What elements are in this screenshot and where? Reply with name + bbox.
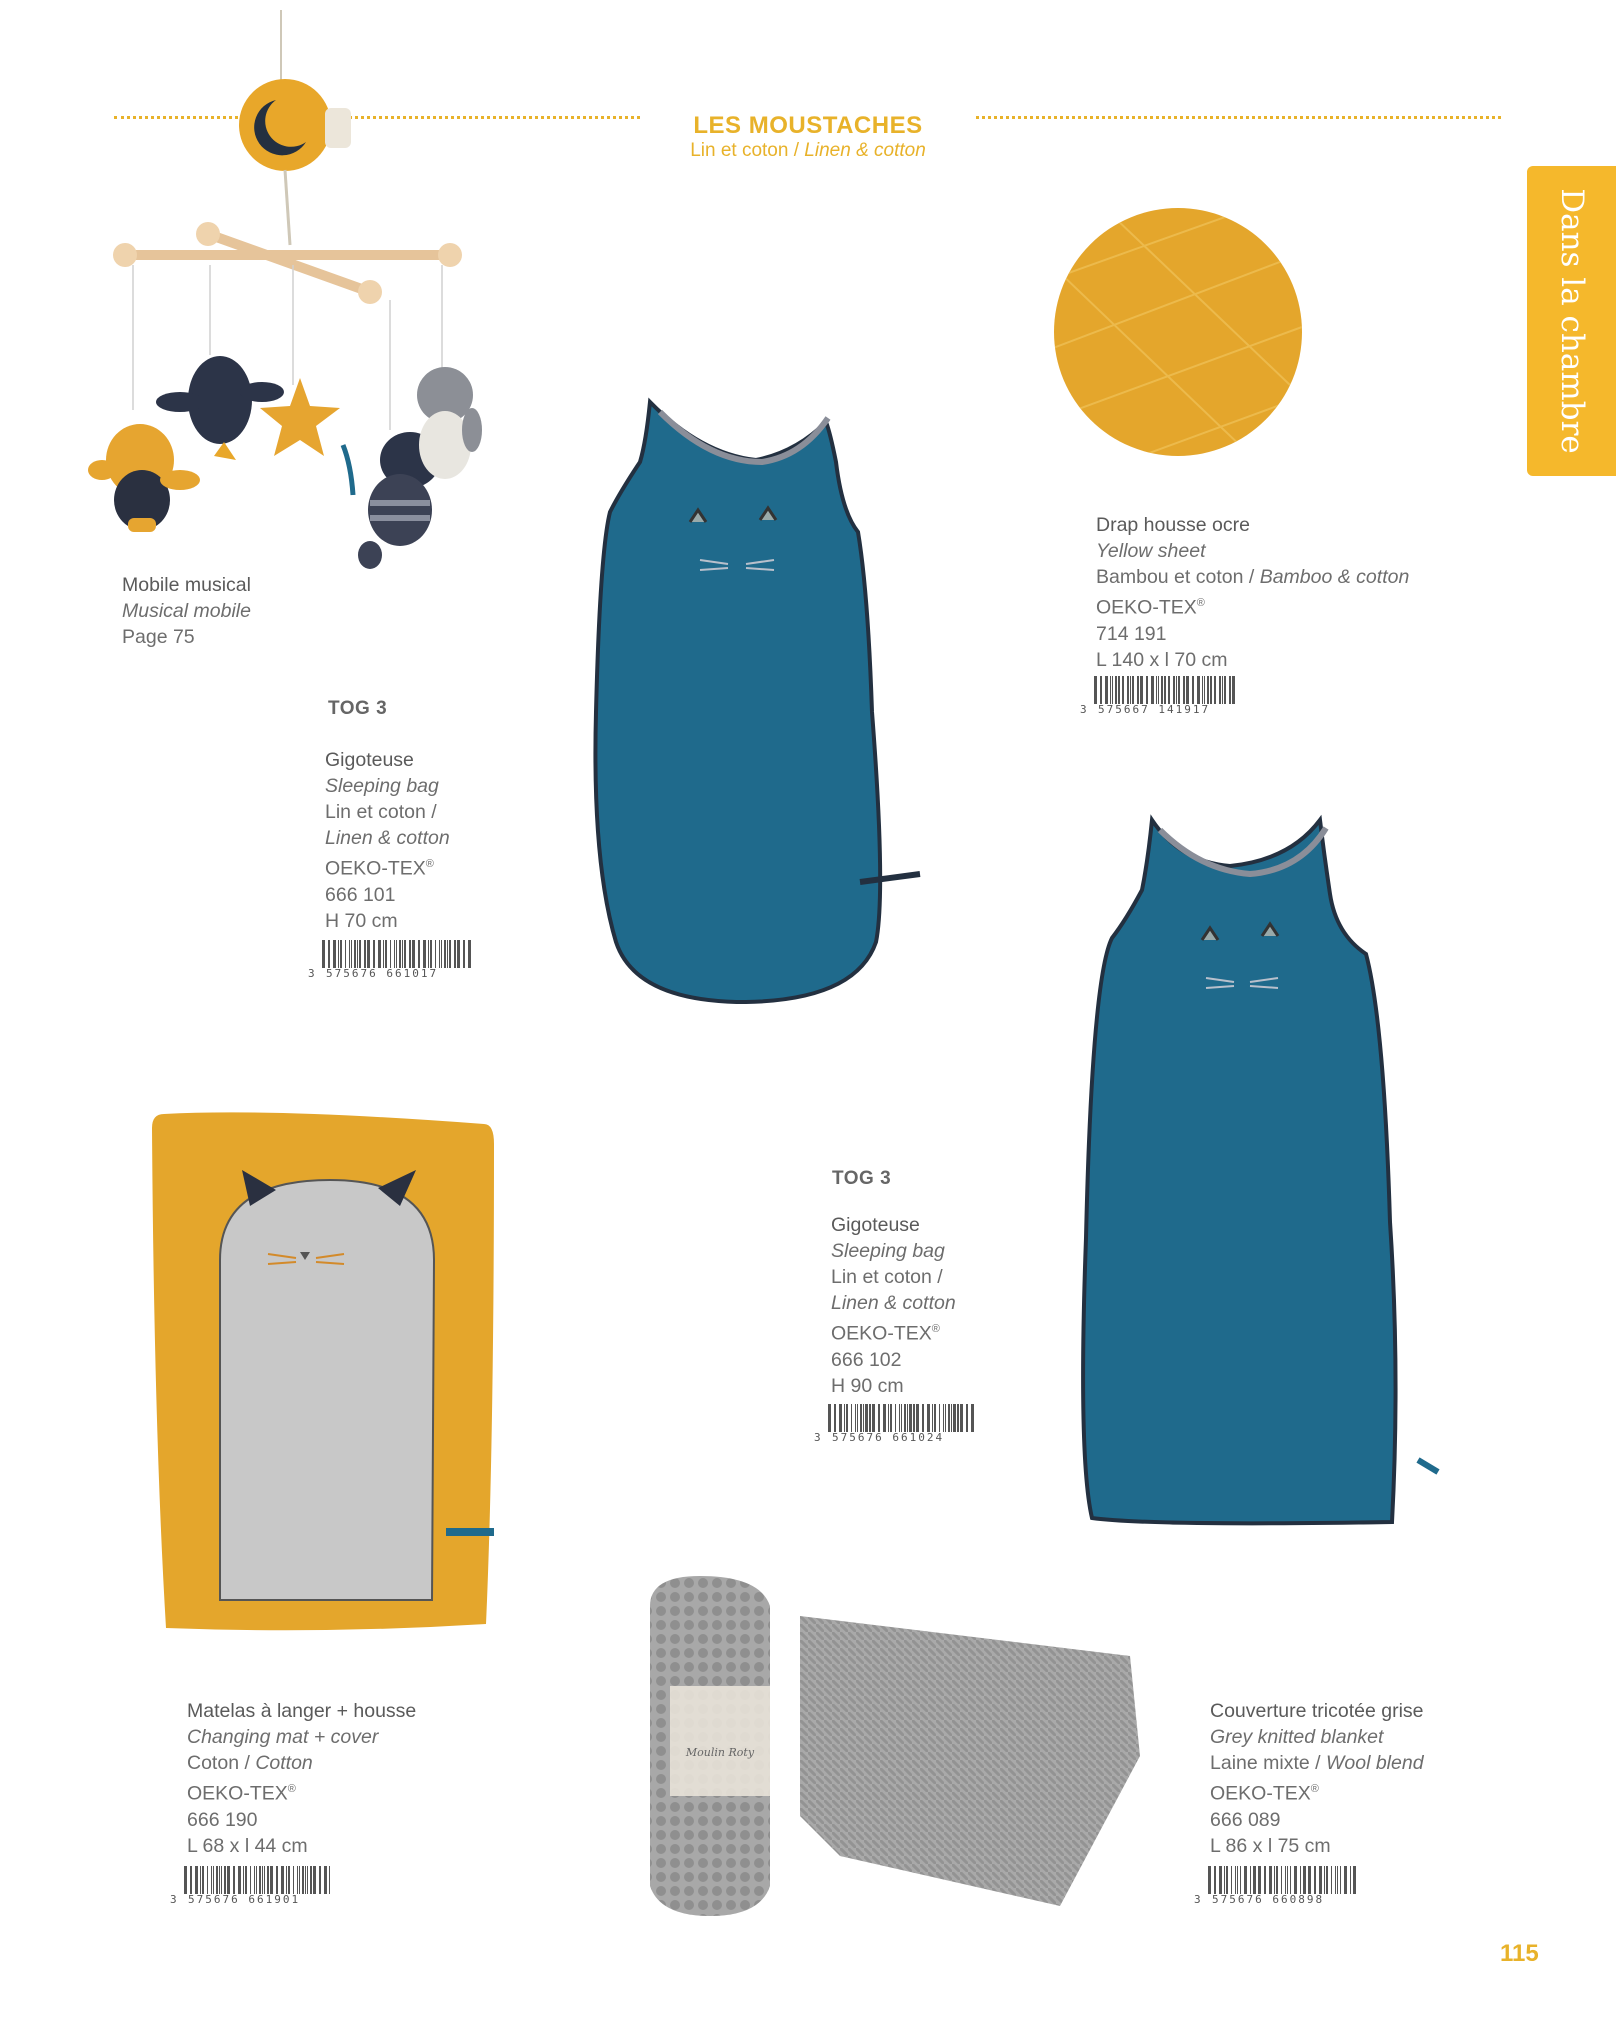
sleeping-bag-90-cert [831, 1316, 956, 1347]
barcode-bar [1137, 676, 1139, 704]
barcode-bar [1214, 676, 1216, 704]
barcode-bar [256, 1866, 257, 1894]
barcode-bar [333, 940, 336, 968]
barcode-bar [354, 940, 356, 968]
barcode-bar [895, 1404, 896, 1432]
barcode-bar [1130, 676, 1131, 704]
barcode-bar [281, 1866, 284, 1894]
barcode-digits: 575676 661017 [326, 967, 439, 980]
sleeping-bag-90-name: Gigoteuse [831, 1214, 920, 1236]
barcode-bar [412, 940, 415, 968]
barcode-bar [1158, 676, 1159, 704]
barcode-digits: 575676 661901 [188, 1893, 301, 1906]
sheet-cert [1096, 590, 1409, 621]
barcode-bar [319, 1866, 321, 1894]
barcode-bar [953, 1404, 956, 1432]
mobile-name-en: Musical mobile [122, 600, 251, 622]
barcode-bar [1112, 676, 1113, 704]
barcode-bar [909, 1404, 912, 1432]
barcode-bar [468, 940, 471, 968]
barcode-bar [364, 940, 366, 968]
barcode-bar [200, 1866, 201, 1894]
barcode-bar [457, 940, 460, 968]
barcode-bar [1219, 676, 1221, 704]
barcode-bar [890, 1404, 892, 1432]
barcode-bar [454, 940, 456, 968]
barcode-bar [1132, 676, 1134, 704]
barcode-bar [259, 1866, 261, 1894]
sleeping-bag-90-name-en: Sleeping bag [831, 1240, 945, 1262]
blanket-size: L 86 x l 75 cm [1210, 1834, 1331, 1857]
barcode-bar [221, 1866, 222, 1894]
barcode-bar [262, 1866, 263, 1894]
barcode-bar [1350, 1866, 1351, 1894]
mobile-page-ref[interactable]: Page 75 [122, 626, 195, 648]
barcode-bar [1237, 1866, 1238, 1894]
barcode-bar [299, 1866, 300, 1894]
barcode-bar [428, 940, 429, 968]
barcode-bar [863, 1404, 864, 1432]
changing-mat-image [150, 1110, 500, 1650]
sleeping-bag-90-material-fr: Lin et coton / [831, 1266, 943, 1288]
barcode-bar [907, 1404, 908, 1432]
barcode-bar [1300, 1866, 1301, 1894]
musical-mobile-image [80, 10, 510, 570]
barcode-bar [1118, 676, 1120, 704]
sheet-material-en: Bamboo & cotton [1259, 566, 1410, 588]
barcode-bar [297, 1866, 298, 1894]
sheet-cert-label: OEKO-TEX [1096, 596, 1197, 619]
barcode-bar [396, 940, 397, 968]
barcode-bar [444, 940, 446, 968]
barcode-bar [1156, 676, 1157, 704]
barcode-bar [1178, 676, 1180, 704]
barcode-bar [1285, 1866, 1286, 1894]
barcode-bar [423, 940, 426, 968]
barcode-bar [1226, 1866, 1228, 1894]
barcode-graphic [170, 1866, 335, 1904]
barcode-bar [1308, 1866, 1311, 1894]
barcode-bar [1264, 1866, 1266, 1894]
barcode-bar [1127, 676, 1129, 704]
sleeping-bag-70-cert [325, 851, 450, 882]
barcode-bar [243, 1866, 244, 1894]
barcode-bar [1173, 676, 1175, 704]
barcode-bar [1186, 676, 1189, 704]
barcode-bar [1219, 1866, 1222, 1894]
barcode-bar [184, 1866, 187, 1894]
barcode-bar [1253, 1866, 1256, 1894]
blanket-barcode [1194, 1866, 1359, 1904]
sheet-info [1096, 512, 1409, 673]
barcode-bar [904, 1404, 906, 1432]
mobile-info [122, 572, 251, 650]
barcode-bar [394, 940, 395, 968]
barcode-first-digit: 3 [1080, 703, 1087, 716]
barcode-bar [888, 1404, 889, 1432]
barcode-bar [219, 1866, 220, 1894]
barcode-bar [1290, 1866, 1291, 1894]
sheet-name-en: Yellow sheet [1096, 540, 1206, 562]
barcode-bar [1197, 676, 1200, 704]
sheet-ref: 714 191 [1096, 622, 1167, 645]
mobile-name: Mobile musical [122, 574, 251, 596]
barcode-bar [1244, 1866, 1247, 1894]
barcode-bar [1269, 1866, 1272, 1894]
barcode-bar [855, 1404, 856, 1432]
barcode-bar [216, 1866, 218, 1894]
barcode-bar [1151, 676, 1154, 704]
header-rule-right [976, 116, 1501, 119]
barcode-graphic [1080, 676, 1240, 714]
barcode-bar [250, 1866, 251, 1894]
barcode-bar [324, 1866, 327, 1894]
barcode-bar [286, 1866, 287, 1894]
barcode-bar [1335, 1866, 1336, 1894]
barcode-bar [435, 940, 436, 968]
changing-mat-material-en: Cotton [255, 1752, 313, 1774]
barcode-bar [1224, 676, 1226, 704]
barcode-bar [834, 1404, 836, 1432]
sleeping-bag-90-tog: TOG 3 [832, 1168, 892, 1189]
barcode-bar [1192, 676, 1194, 704]
barcode-bar [1115, 676, 1117, 704]
section-tab[interactable] [1527, 166, 1616, 476]
sleeping-bag-70-material-en: Linen & cotton [325, 827, 450, 849]
barcode-bar [441, 940, 442, 968]
barcode-bar [869, 1404, 871, 1432]
barcode-bar [340, 940, 342, 968]
barcode-bar [305, 1866, 306, 1894]
barcode-bar [233, 1866, 235, 1894]
barcode-bar [1340, 1866, 1341, 1894]
barcode-bar [878, 1404, 880, 1432]
barcode-first-digit: 3 [1194, 1893, 1201, 1906]
page-number: 115 [1500, 1940, 1539, 1967]
sleeping-bag-70-material-fr: Lin et coton / [325, 801, 437, 823]
barcode-bar [345, 940, 346, 968]
sleeping-bag-70-size: H 70 cm [325, 909, 398, 932]
barcode-bar [922, 1404, 924, 1432]
sleeping-bag-70-info [325, 747, 450, 934]
sheet-size: L 140 x l 70 cm [1096, 648, 1228, 671]
barcode-bar [851, 1404, 852, 1432]
subtitle-fr: Lin et coton [690, 140, 789, 161]
barcode-bar [302, 1866, 304, 1894]
barcode-bar [901, 1404, 902, 1432]
blanket-cert-label: OEKO-TEX [1210, 1782, 1311, 1805]
section-tab-label: Dans la chambre [1553, 188, 1590, 454]
changing-mat-ref: 666 190 [187, 1808, 258, 1831]
barcode-bar [1161, 676, 1163, 704]
barcode-bar [383, 940, 384, 968]
barcode-bar [1344, 1866, 1347, 1894]
sleeping-bag-90-cert-reg: ® [931, 1323, 940, 1335]
barcode-bar [1274, 1866, 1275, 1894]
barcode-bar [1281, 1866, 1282, 1894]
barcode-bar [1183, 676, 1185, 704]
barcode-bar [310, 1866, 312, 1894]
barcode-bar [190, 1866, 192, 1894]
barcode-bar [883, 1404, 886, 1432]
barcode-bar [351, 940, 352, 968]
changing-mat-cert-label: OEKO-TEX [187, 1782, 288, 1805]
sleeping-bag-70-tog: TOG 3 [328, 698, 388, 719]
barcode-graphic [308, 940, 473, 978]
barcode-bar [1094, 676, 1097, 704]
subtitle-sep: / [788, 140, 805, 161]
sleeping-bag-90-info [831, 1212, 956, 1399]
grey-blanket-image [640, 1576, 1160, 1936]
barcode-bar [1208, 1866, 1211, 1894]
changing-mat-size: L 68 x l 44 cm [187, 1834, 308, 1857]
barcode-bar [927, 1404, 930, 1432]
barcode-bar [1110, 676, 1111, 704]
barcode-digits: 575676 661024 [832, 1431, 945, 1444]
blanket-info [1210, 1698, 1424, 1859]
barcode-bar [828, 1404, 831, 1432]
subtitle-en: Linen & cotton [804, 140, 926, 161]
barcode-bar [1146, 676, 1148, 704]
barcode-bar [276, 1866, 278, 1894]
barcode-bar [1207, 676, 1209, 704]
changing-mat-name-en: Changing mat + cover [187, 1726, 379, 1748]
barcode-bar [224, 1866, 226, 1894]
sheet-material-fr: Bambou et coton [1096, 566, 1244, 588]
barcode-bar [329, 1866, 330, 1894]
barcode-bar [939, 1404, 940, 1432]
sleeping-bag-70-image [560, 392, 960, 1012]
barcode-bar [1331, 1866, 1332, 1894]
barcode-bar [322, 940, 325, 968]
barcode-bar [1202, 676, 1203, 704]
barcode-bar [943, 1404, 944, 1432]
barcode-bar [195, 1866, 198, 1894]
barcode-bar [349, 940, 350, 968]
barcode-bar [857, 1404, 858, 1432]
barcode-bar [1303, 1866, 1306, 1894]
barcode-bar [1294, 1866, 1297, 1894]
barcode-bar [1122, 676, 1124, 704]
barcode-bar [463, 940, 465, 968]
barcode-bar [367, 940, 370, 968]
barcode-bar [357, 940, 358, 968]
barcode-bar [1229, 676, 1231, 704]
barcode-bar [966, 1404, 968, 1432]
sleeping-bag-90-barcode [814, 1404, 979, 1442]
barcode-bar [1319, 1866, 1322, 1894]
barcode-graphic [1194, 1866, 1359, 1904]
sheet-name: Drap housse ocre [1096, 514, 1250, 536]
sleeping-bag-70-cert-reg: ® [425, 858, 434, 870]
barcode-bar [227, 1866, 230, 1894]
blanket-material-fr: Laine mixte [1210, 1752, 1310, 1774]
barcode-bar [1100, 676, 1102, 704]
changing-mat-info [187, 1698, 416, 1859]
barcode-bar [418, 940, 420, 968]
barcode-bar [1276, 1866, 1278, 1894]
sleeping-bag-70-cert-label: OEKO-TEX [325, 857, 426, 880]
barcode-bar [430, 940, 432, 968]
sleeping-bag-90-image [1066, 810, 1466, 1530]
barcode-bar [846, 1404, 848, 1432]
changing-mat-material-fr: Coton [187, 1752, 240, 1774]
sheet-material: Bambou et coton / Bamboo & cotton [1096, 566, 1410, 588]
blanket-cert-reg: ® [1310, 1783, 1319, 1795]
barcode-bar [373, 940, 375, 968]
blanket-cert [1210, 1776, 1424, 1807]
barcode-first-digit: 3 [308, 967, 315, 980]
barcode-bar [1214, 1866, 1216, 1894]
barcode-bar [1164, 676, 1166, 704]
collection-title: LES MOUSTACHES [693, 112, 923, 139]
changing-mat-cert-reg: ® [287, 1783, 296, 1795]
barcode-bar [267, 1866, 269, 1894]
barcode-bar [1168, 676, 1170, 704]
barcode-bar [1140, 676, 1143, 704]
barcode-bar [932, 1404, 933, 1432]
sleeping-bag-70-barcode [308, 940, 473, 978]
sleeping-bag-90-ref: 666 102 [831, 1348, 902, 1371]
sleeping-bag-90-material-en: Linen & cotton [831, 1292, 956, 1314]
barcode-bar [971, 1404, 974, 1432]
barcode-bar [202, 1866, 204, 1894]
barcode-first-digit: 3 [814, 1431, 821, 1444]
barcode-bar [865, 1404, 868, 1432]
barcode-bar [1105, 676, 1108, 704]
barcode-bar [207, 1866, 208, 1894]
barcode-bar [899, 1404, 900, 1432]
barcode-bar [872, 1404, 875, 1432]
barcode-bar [338, 940, 339, 968]
barcode-bar [245, 1866, 247, 1894]
sleeping-bag-90-size: H 90 cm [831, 1374, 904, 1397]
barcode-bar [913, 1404, 915, 1432]
barcode-bar [1231, 1866, 1232, 1894]
barcode-bar [1235, 1866, 1236, 1894]
sleeping-bag-90-cert-label: OEKO-TEX [831, 1322, 932, 1345]
blanket-name-en: Grey knitted blanket [1210, 1726, 1384, 1748]
blanket-material-en: Wool blend [1325, 1752, 1424, 1774]
yellow-sheet-swatch [1052, 206, 1304, 458]
barcode-digits: 575676 660898 [1212, 1893, 1325, 1906]
barcode-bar [951, 1404, 952, 1432]
barcode-bar [359, 940, 361, 968]
barcode-graphic [814, 1404, 979, 1442]
changing-mat-cert [187, 1776, 416, 1807]
barcode-bar [844, 1404, 845, 1432]
barcode-bar [402, 940, 403, 968]
barcode-bar [449, 940, 451, 968]
barcode-bar [945, 1404, 946, 1432]
changing-mat-barcode [170, 1866, 335, 1904]
barcode-bar [916, 1404, 919, 1432]
sleeping-bag-70-name-en: Sleeping bag [325, 775, 439, 797]
changing-mat-name: Matelas à langer + housse [187, 1700, 417, 1722]
barcode-bar [313, 1866, 316, 1894]
barcode-bar [1210, 676, 1212, 704]
barcode-bar [1258, 1866, 1261, 1894]
barcode-bar [957, 1404, 959, 1432]
barcode-bar [404, 940, 406, 968]
barcode-bar [934, 1404, 936, 1432]
barcode-bar [1176, 676, 1177, 704]
barcode-bar [1240, 1866, 1241, 1894]
barcode-bar [1204, 676, 1205, 704]
barcode-bar [948, 1404, 950, 1432]
barcode-bar [1222, 676, 1223, 704]
barcode-bar [447, 940, 448, 968]
barcode-first-digit: 3 [170, 1893, 177, 1906]
barcode-bar [399, 940, 401, 968]
barcode-bar [839, 1404, 842, 1432]
blanket-material: Laine mixte / Wool blend [1210, 1752, 1424, 1774]
barcode-bar [1224, 1866, 1225, 1894]
barcode-bar [1324, 1866, 1325, 1894]
barcode-bar [213, 1866, 214, 1894]
barcode-bar [1314, 1866, 1316, 1894]
barcode-bar [1250, 1866, 1251, 1894]
barcode-bar [1232, 676, 1235, 704]
barcode-bar [378, 940, 381, 968]
sheet-cert-reg: ® [1196, 597, 1205, 609]
collection-subtitle [600, 140, 1016, 162]
barcode-bar [409, 940, 411, 968]
barcode-bar [390, 940, 391, 968]
barcode-bar [385, 940, 387, 968]
barcode-bar [254, 1866, 255, 1894]
barcode-bar [328, 940, 330, 968]
barcode-bar [1353, 1866, 1356, 1894]
barcode-bar [1337, 1866, 1338, 1894]
barcode-bar [1287, 1866, 1288, 1894]
barcode-bar [960, 1404, 963, 1432]
barcode-bar [307, 1866, 308, 1894]
sleeping-bag-70-ref: 666 101 [325, 883, 396, 906]
barcode-bar [211, 1866, 212, 1894]
blanket-band-label: Moulin Roty [685, 1746, 755, 1759]
sleeping-bag-70-name: Gigoteuse [325, 749, 414, 771]
barcode-bar [238, 1866, 241, 1894]
barcode-bar [860, 1404, 862, 1432]
barcode-bar [264, 1866, 265, 1894]
blanket-name: Couverture tricotée grise [1210, 1700, 1424, 1722]
changing-mat-material: Coton / Cotton [187, 1752, 313, 1774]
barcode-bar [293, 1866, 294, 1894]
barcode-bar [288, 1866, 290, 1894]
sheet-barcode [1080, 676, 1240, 714]
barcode-digits: 575667 141917 [1098, 703, 1211, 716]
barcode-bar [1326, 1866, 1328, 1894]
blanket-ref: 666 089 [1210, 1808, 1281, 1831]
barcode-bar [270, 1866, 273, 1894]
barcode-bar [439, 940, 440, 968]
